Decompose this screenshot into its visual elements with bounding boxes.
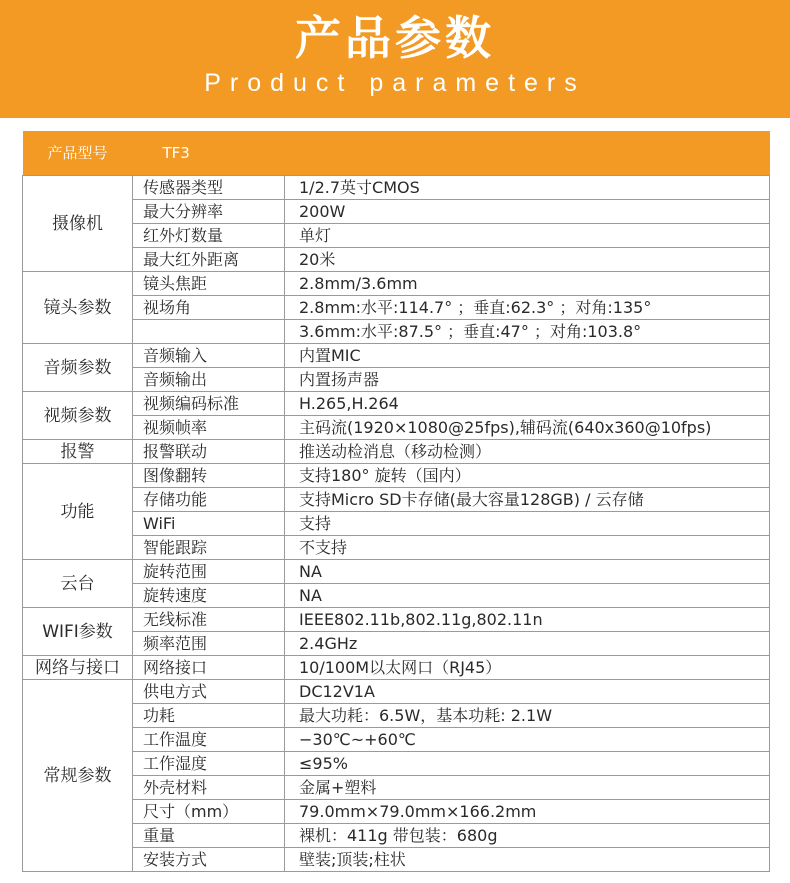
table-row	[23, 584, 770, 608]
param-value: ≤95%	[285, 752, 770, 776]
table-row	[23, 416, 770, 440]
param-label: 最大分辨率	[133, 200, 285, 224]
table-row	[23, 248, 770, 272]
param-value: 20米	[285, 248, 770, 272]
param-label: 传感器类型	[133, 176, 285, 200]
param-value: 10/100M以太网口（RJ45）	[285, 656, 770, 680]
param-value: 内置扬声器	[285, 368, 770, 392]
page-title: 产品参数	[295, 11, 495, 65]
param-label: 视场角	[133, 296, 285, 320]
param-value: 最大功耗：6.5W，基本功耗: 2.1W	[285, 704, 770, 728]
param-value: 金属+塑料	[285, 776, 770, 800]
page-subtitle: Product parameters	[204, 69, 586, 97]
table-row	[23, 536, 770, 560]
table-row	[23, 752, 770, 776]
param-label: 音频输入	[133, 344, 285, 368]
table-row	[23, 728, 770, 752]
param-value: 推送动检消息（移动检测）	[285, 440, 770, 464]
category-cell: 云台	[23, 560, 133, 608]
param-value: DC12V1A	[285, 680, 770, 704]
category-cell: 音频参数	[23, 344, 133, 392]
table-row	[23, 392, 770, 416]
table-row	[23, 560, 770, 584]
param-label: 旋转速度	[133, 584, 285, 608]
table-row	[23, 824, 770, 848]
param-label: 功耗	[133, 704, 285, 728]
param-value: NA	[285, 560, 770, 584]
param-label: 存储功能	[133, 488, 285, 512]
table-row	[23, 488, 770, 512]
param-label: 工作湿度	[133, 752, 285, 776]
param-label: 音频输出	[133, 368, 285, 392]
param-value: −30℃~+60℃	[285, 728, 770, 752]
model-label: 产品型号	[23, 131, 133, 176]
category-cell: 网络与接口	[23, 656, 133, 680]
table-row	[23, 440, 770, 464]
header-banner	[0, 0, 790, 118]
param-label: 供电方式	[133, 680, 285, 704]
category-cell: 镜头参数	[23, 272, 133, 344]
category-cell: 视频参数	[23, 392, 133, 440]
table-row	[23, 608, 770, 632]
table-row	[23, 224, 770, 248]
model-value: TF3	[133, 131, 770, 176]
param-value: 支持Micro SD卡存储(最大容量128GB) / 云存储	[285, 488, 770, 512]
param-value: 200W	[285, 200, 770, 224]
param-value: 单灯	[285, 224, 770, 248]
param-value: 壁装;顶装;柱状	[285, 848, 770, 872]
param-label: 旋转范围	[133, 560, 285, 584]
param-label	[133, 320, 285, 344]
table-row	[23, 368, 770, 392]
param-label: 视频帧率	[133, 416, 285, 440]
param-label: 报警联动	[133, 440, 285, 464]
table-row	[23, 296, 770, 320]
table-row	[23, 344, 770, 368]
category-cell: 常规参数	[23, 680, 133, 872]
param-label: WiFi	[133, 512, 285, 536]
param-label: 外壳材料	[133, 776, 285, 800]
table-row	[23, 776, 770, 800]
param-value: NA	[285, 584, 770, 608]
param-value: 裸机：411g 带包装：680g	[285, 824, 770, 848]
param-label: 图像翻转	[133, 464, 285, 488]
param-value: 支持	[285, 512, 770, 536]
param-value: 3.6mm:水平:87.5° ；垂直:47° ；对角:103.8°	[285, 320, 770, 344]
category-cell: 功能	[23, 464, 133, 560]
param-value: 不支持	[285, 536, 770, 560]
table-row	[23, 680, 770, 704]
param-label: 频率范围	[133, 632, 285, 656]
param-value: 2.8mm/3.6mm	[285, 272, 770, 296]
param-value: 主码流(1920×1080@25fps),辅码流(640x360@10fps)	[285, 416, 770, 440]
param-value: 支持180° 旋转（国内）	[285, 464, 770, 488]
category-cell: 报警	[23, 440, 133, 464]
param-label: 智能跟踪	[133, 536, 285, 560]
param-label: 尺寸（mm）	[133, 800, 285, 824]
param-value: 79.0mm×79.0mm×166.2mm	[285, 800, 770, 824]
table-row	[23, 320, 770, 344]
param-value: IEEE802.11b,802.11g,802.11n	[285, 608, 770, 632]
param-label: 视频编码标准	[133, 392, 285, 416]
param-value: 1/2.7英寸CMOS	[285, 176, 770, 200]
table-row	[23, 272, 770, 296]
table-row	[23, 848, 770, 872]
table-header-row	[23, 131, 770, 176]
param-label: 无线标准	[133, 608, 285, 632]
category-cell: 摄像机	[23, 176, 133, 272]
table-row	[23, 512, 770, 536]
spec-table	[22, 131, 770, 872]
param-label: 安装方式	[133, 848, 285, 872]
param-value: H.265,H.264	[285, 392, 770, 416]
table-row	[23, 176, 770, 200]
table-row	[23, 800, 770, 824]
param-value: 2.8mm:水平:114.7° ；垂直:62.3° ；对角:135°	[285, 296, 770, 320]
param-label: 镜头焦距	[133, 272, 285, 296]
table-row	[23, 200, 770, 224]
table-row	[23, 704, 770, 728]
table-row	[23, 464, 770, 488]
param-label: 工作温度	[133, 728, 285, 752]
param-value: 2.4GHz	[285, 632, 770, 656]
param-label: 最大红外距离	[133, 248, 285, 272]
param-label: 红外灯数量	[133, 224, 285, 248]
param-label: 网络接口	[133, 656, 285, 680]
param-label: 重量	[133, 824, 285, 848]
table-row	[23, 656, 770, 680]
table-row	[23, 632, 770, 656]
param-value: 内置MIC	[285, 344, 770, 368]
category-cell: WIFI参数	[23, 608, 133, 656]
